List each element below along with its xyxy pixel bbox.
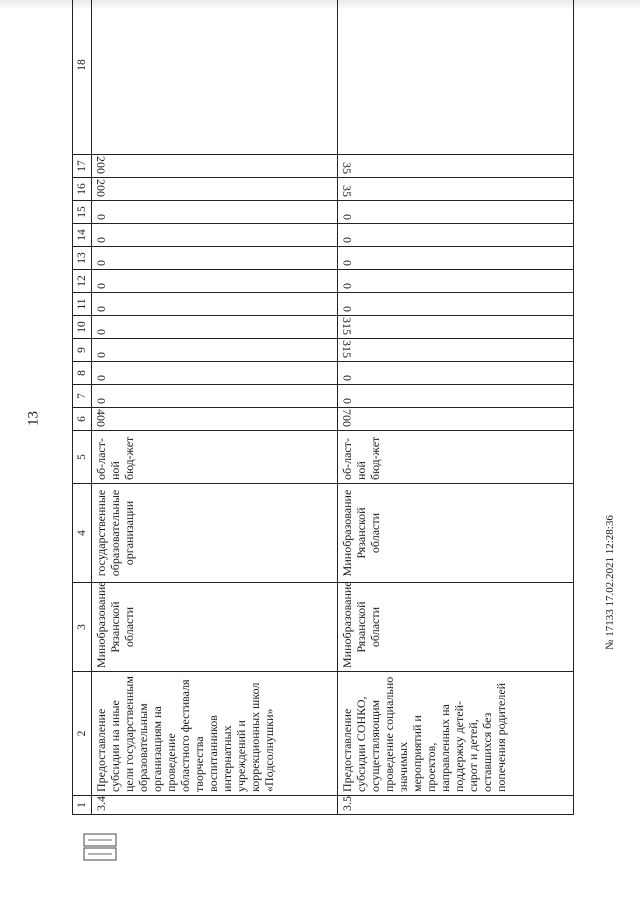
header-cell: 1 (73, 796, 92, 815)
measure-name: Предоставление субсидии на иные цели государственным образовательным организациям на проведение областного фестиваля творчества воспитанников интернатных учреждений и коррекционных школ «Подсолнушки» (92, 672, 338, 796)
value-text: 400 (94, 409, 108, 427)
value-text: 35 (340, 185, 354, 197)
header-cell: 17 (73, 155, 92, 178)
table-header-row (73, 0, 92, 815)
participant-cell: государственные образовательные организации (92, 484, 338, 583)
value-cell (338, 408, 574, 431)
header-cell: 11 (73, 293, 92, 316)
header-cell: 14 (73, 224, 92, 247)
participant-cell: Минобразование Рязанской области (338, 484, 574, 583)
source-cell: об-ласт-ной бюд-жет (338, 431, 574, 484)
header-cell: 5 (73, 431, 92, 484)
header-cell: 12 (73, 270, 92, 293)
value-cell: 0 (338, 201, 574, 224)
row-number: 3.5 (338, 796, 574, 815)
page-number: 13 (25, 411, 42, 426)
header-cell: 2 (73, 672, 92, 796)
value-cell: 0 (92, 293, 338, 316)
value-cell: 0 (338, 362, 574, 385)
value-text: 315 (340, 317, 354, 335)
header-cell: 16 (73, 178, 92, 201)
value-text: 700 (340, 409, 354, 427)
value-cell: 0 (338, 224, 574, 247)
value-cell: 0 (92, 224, 338, 247)
budget-table-rotated (72, 40, 572, 815)
registry-logo-icon (80, 830, 120, 870)
header-cell: 8 (73, 362, 92, 385)
header-cell: 13 (73, 247, 92, 270)
measure-name: Предоставление субсидии СОНКО, осуществляющим проведение социально значимых мероприятий и проектов, направленных на поддержку детей-сирот и детей, оставшихся без попечения родителей (338, 672, 574, 796)
value-cell: 0 (92, 362, 338, 385)
value-cell (92, 178, 338, 201)
value-cell: 0 (338, 247, 574, 270)
value-cell (338, 178, 574, 201)
header-cell: 18 (73, 0, 92, 155)
value-cell: 0 (92, 270, 338, 293)
value-cell: 0 (92, 385, 338, 408)
value-text: 315 (340, 340, 354, 358)
value-cell: 0 (338, 293, 574, 316)
row-number: 3.4 (92, 796, 338, 815)
value-cell (92, 408, 338, 431)
value-text: 200 (94, 179, 108, 197)
header-cell: 3 (73, 583, 92, 672)
registry-logo (80, 830, 120, 870)
registration-stamp: № 17133 17.02.2021 12:28:36 (604, 515, 616, 650)
header-cell: 6 (73, 408, 92, 431)
value-text: 200 (94, 156, 108, 174)
source-cell: об-ласт-ной бюд-жет (92, 431, 338, 484)
value-cell (92, 155, 338, 178)
header-cell: 7 (73, 385, 92, 408)
executor-cell: Минобразование Рязанской области (338, 583, 574, 672)
value-cell: 0 (92, 247, 338, 270)
value-cell: 0 (338, 270, 574, 293)
header-cell: 9 (73, 339, 92, 362)
value-cell: 0 (92, 339, 338, 362)
executor-cell: Минобразование Рязанской области (92, 583, 338, 672)
value-cell: 0 (92, 201, 338, 224)
value-cell: 0 (92, 316, 338, 339)
value-cell (338, 316, 574, 339)
value-cell: 0 (338, 385, 574, 408)
header-cell: 4 (73, 484, 92, 583)
header-cell: 15 (73, 201, 92, 224)
value-cell (92, 0, 338, 155)
table-row (338, 0, 574, 815)
value-cell (338, 0, 574, 155)
value-cell (338, 339, 574, 362)
value-text: 35 (340, 162, 354, 174)
budget-table (72, 0, 574, 815)
value-cell (338, 155, 574, 178)
header-cell: 10 (73, 316, 92, 339)
table-row (92, 0, 338, 815)
